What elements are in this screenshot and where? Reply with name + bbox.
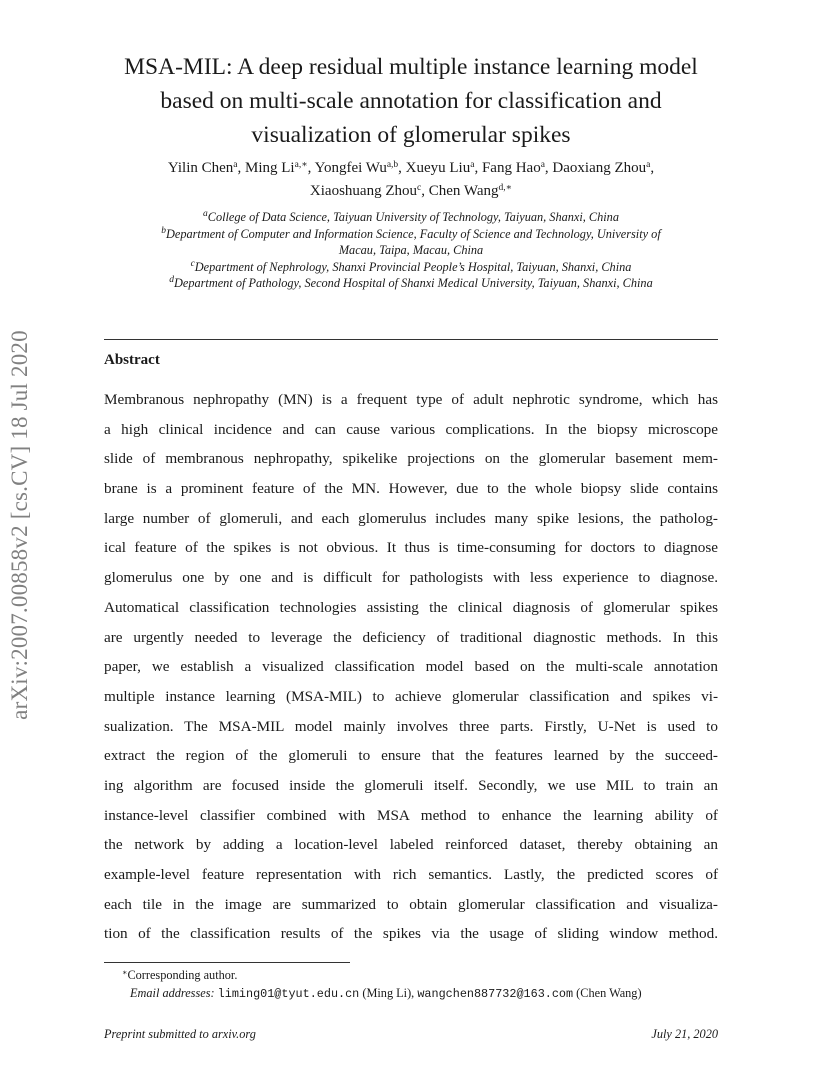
abstract-line: the network by adding a location-level labeled reinforced dataset, thereby obtaining an <box>104 836 718 854</box>
abstract-line: tion of the classification results of the spikes via the usage of sliding window method. <box>104 925 718 943</box>
author-name: Ming Li <box>245 160 295 176</box>
footnote-rule <box>104 962 350 963</box>
author-name: Yongfei Wu <box>314 160 387 176</box>
footnote-corresponding <box>122 966 237 984</box>
title-line: MSA-MIL: A deep residual multiple instance learning model <box>124 54 698 80</box>
email-owner: (Ming Li), <box>362 986 415 1000</box>
author-line-1: Yilin Chen$^a$, Ming $Li^{a,∗}$, Yongfei Wu$^{a,b}$, Xueyu Liu$^a$, Fang Hao$^a$, Daoxiang Zhou$^a$, <box>167 160 655 176</box>
affiliation-line <box>104 275 718 292</box>
author-affil-mark: a <box>233 160 238 170</box>
affiliation-line <box>104 242 718 259</box>
email-link-ming-li[interactable]: liming01@tyut.edu.cn <box>217 987 360 1001</box>
author-affil-mark: d,∗ <box>498 183 513 193</box>
title-line: based on multi-scale annotation for classification and <box>160 88 662 114</box>
abstract-top-rule <box>104 339 718 340</box>
abstract-line: glomerulus one by one and is difficult for pathologists with less experience to diagnose. <box>104 569 718 587</box>
abstract-line: paper, we establish a visualized classification model based on the multi-scale annotation <box>104 658 718 676</box>
affiliation-text: Department of Computer and Information Science, Faculty of Science and Technology, University of <box>166 226 661 241</box>
affiliation-text: Department of Pathology, Second Hospital of Shanxi Medical University, Taiyuan, Shanxi, China <box>174 276 653 290</box>
author-list <box>104 157 718 203</box>
affiliation-text: Macau, Taipa, Macau, China <box>338 243 484 257</box>
affiliation-list <box>104 209 718 292</box>
abstract-line: each tile in the image are summarized to obtain glomerular classification and visualiza- <box>104 895 718 913</box>
abstract-line: large number of glomeruli, and each glomerulus includes many spike lesions, the patholog- <box>104 509 718 527</box>
author-affil-mark: c <box>417 183 422 193</box>
abstract-line: brane is a prominent feature of the MN. However, due to the whole biopsy slide contains <box>104 480 718 498</box>
footer-preprint-note: Preprint submitted to arxiv.org <box>104 1027 256 1041</box>
affiliation-mark: c <box>190 258 195 269</box>
author-affil-mark: a,∗ <box>294 160 308 170</box>
affiliation-line <box>104 209 718 226</box>
affiliation-text: Department of Nephrology, Shanxi Provincial People’s Hospital, Taiyuan, Shanxi, China <box>194 259 632 274</box>
title-line: visualization of glomerular spikes <box>251 122 571 148</box>
affiliation-text: College of Data Science, Taiyuan University of Technology, Taiyuan, Shanxi, China <box>207 210 619 224</box>
footer-date: July 21, 2020 <box>651 1027 718 1041</box>
author-affil-mark: a <box>540 160 545 170</box>
author-name: Xueyu Liu <box>405 160 471 176</box>
paper-title <box>104 50 718 152</box>
abstract-line: ical feature of the spikes is not obvious. It thus is time-consuming for doctors to diagnose <box>104 539 718 557</box>
abstract-line: multiple instance learning (MSA-MIL) to achieve glomerular classification and spikes vi- <box>104 687 718 705</box>
author-name: Fang Hao <box>481 160 541 176</box>
author-affil-mark: a,b <box>386 160 399 170</box>
email-label: Email addresses: <box>130 986 215 1000</box>
abstract-line: ing algorithm are focused inside the glomeruli itself. Secondly, we use MIL to train an <box>104 776 718 794</box>
abstract-heading: Abstract <box>104 352 160 368</box>
affiliation-line <box>104 226 718 243</box>
author-affil-mark: a <box>470 160 475 170</box>
abstract-line: instance-level classifier combined with MSA method to enhance the learning ability of <box>104 806 718 824</box>
author-affil-mark: a <box>646 160 651 170</box>
affiliation-mark: a <box>203 209 208 219</box>
footnote-text: Corresponding author. <box>127 968 238 982</box>
author-name: Daoxiang Zhou <box>552 160 647 176</box>
author-line-2: Xiaoshuang Zhou$^c$, Chen Wang$^{d,∗}$ <box>309 183 513 199</box>
affiliation-mark: d <box>169 275 174 285</box>
abstract-body <box>104 385 718 949</box>
affiliation-mark: b <box>161 225 166 236</box>
abstract-line: are urgently needed to leverage the deficiency of traditional diagnostic methods. In this <box>104 628 718 646</box>
footnote-mark: ∗ <box>122 968 128 977</box>
abstract-line: a high clinical incidence and can cause various complications. In the biopsy microscope <box>104 420 718 438</box>
email-owner: (Chen Wang) <box>576 986 642 1000</box>
abstract-line: example-level feature representation with rich semantics. Lastly, the predicted scores of <box>104 866 718 883</box>
author-name: Xiaoshuang Zhou <box>309 183 417 199</box>
abstract-line: Membranous nephropathy (MN) is a frequent type of adult nephrotic syndrome, which has <box>104 391 718 408</box>
arxiv-identifier[interactable]: arXiv:2007.00858v2 [cs.CV] 18 Jul 2020 <box>7 330 32 720</box>
abstract-line: slide of membranous nephropathy, spikelike projections on the glomerular basement mem- <box>104 450 718 468</box>
author-name: Yilin Chen <box>167 160 234 176</box>
author-name: Chen Wang <box>428 183 499 199</box>
email-link-chen-wang[interactable]: wangchen887732@163.com <box>417 987 574 1001</box>
abstract-line: sualization. The MSA-MIL model mainly involves three parts. Firstly, U-Net is used to <box>104 717 718 735</box>
abstract-line: Automatical classification technologies assisting the clinical diagnosis of glomerular spikes <box>104 598 718 616</box>
footnote-emails <box>130 984 642 1003</box>
abstract-line: extract the region of the glomeruli to ensure that the features learned by the succeed- <box>104 747 718 765</box>
affiliation-line <box>104 259 718 276</box>
